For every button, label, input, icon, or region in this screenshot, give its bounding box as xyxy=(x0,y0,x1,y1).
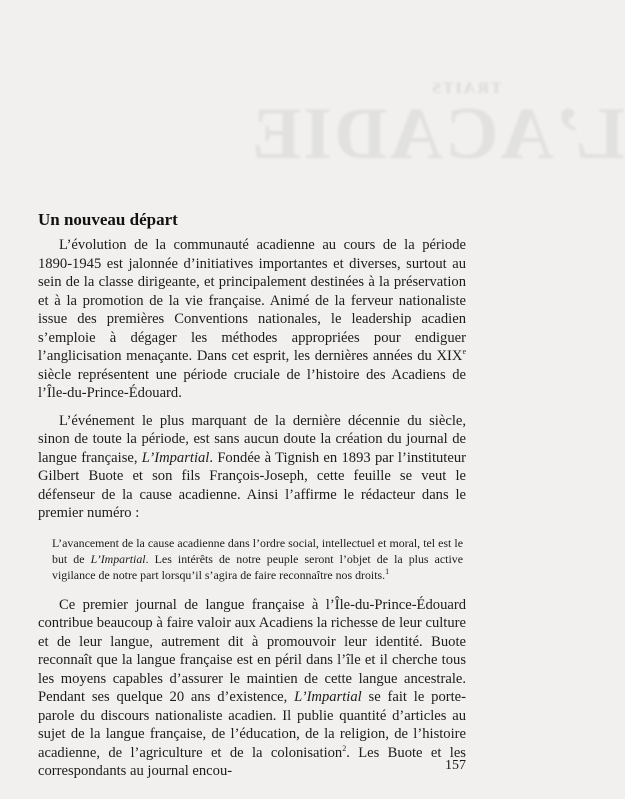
show-through-title: L’ACADIE xyxy=(250,93,625,175)
paragraph-3-text-c: . Les Buote et les correspondants au journal encou- xyxy=(38,744,466,779)
page-content xyxy=(38,209,466,781)
paragraph-3 xyxy=(38,596,466,781)
show-through-text xyxy=(0,0,625,190)
century-superscript: e xyxy=(462,347,466,357)
block-quote xyxy=(52,535,463,583)
paragraph-3-text-a: Ce premier journal de langue française à l’Île-du-Prince-Édouard contribue beaucoup à faire valoir aux Acadiens la richesse de leur culture et de leur langue, autrement dit à promouvoir leur identité. Buote reconnaît que la langue française est en péril dans l’île et il cherche tous les moyens capables d’assurer le maintien de cette langue ancestrale. Pendant ses quelque 20 ans d’existence, xyxy=(38,596,466,705)
paragraph-3-text-b: se fait le porte-parole du discours nationaliste acadien. Il publie quantité d’articles au sujet de la langue française, de l’éducation, de la religion, de l’histoire acadienne, de l’agriculture et de la colonisation xyxy=(38,689,466,761)
paragraph-3-journal-title: L’Impartial xyxy=(294,689,362,705)
paragraph-1 xyxy=(38,236,466,403)
show-through-small: TRAITS xyxy=(430,80,502,97)
quote-text-a: L’avancement de la cause acadienne dans l’ordre social, intellectuel et moral, tel est le but de xyxy=(52,535,463,566)
paragraph-2 xyxy=(38,412,466,523)
quote-journal-title: L’Impartial xyxy=(90,551,146,566)
footnote-marker-2: 2 xyxy=(342,743,347,753)
paragraph-1-text-end: siècle représentent une période cruciale de l’histoire des Acadiens de l’Île-du-Prince-Édouard. xyxy=(38,366,466,401)
paragraph-2-text-a: L’événement le plus marquant de la dernière décennie du siècle, sinon de toute la période, est sans aucun doute la création du journal de langue française, xyxy=(38,412,466,466)
quote-text-b: . Les intérêts de notre peuple seront l’objet de la plus active vigilance de notre part lorsqu’il s’agira de faire reconnaître nos droits. xyxy=(52,551,463,582)
paragraph-2-text-b: . Fondée à Tignish en 1893 par l’instituteur Gilbert Buote et son fils François-Joseph, cette feuille se veut le défenseur de la cause acadienne. Ainsi l’affirme le rédacteur dans le premier numéro : xyxy=(38,449,466,521)
paragraph-1-text: L’évolution de la communauté acadienne au cours de la période 1890-1945 est jalonnée d’initiatives importantes et diverses, surtout au sein de la classe dirigeante, et principalement destinées à la préservation et à la promotion de la vie française. Animé de la ferveur nationaliste issue des premières Conventions nationales, le leadership acadien s’emploie à dégager les méthodes appropriées pour endiguer l’anglicisation menaçante. Dans cet esprit, les dernières années du XIX xyxy=(38,237,466,364)
journal-title: L’Impartial xyxy=(141,449,210,466)
section-title: Un nouveau départ xyxy=(38,210,178,229)
footnote-marker-1: 1 xyxy=(385,566,390,576)
page-number: 157 xyxy=(445,758,466,773)
